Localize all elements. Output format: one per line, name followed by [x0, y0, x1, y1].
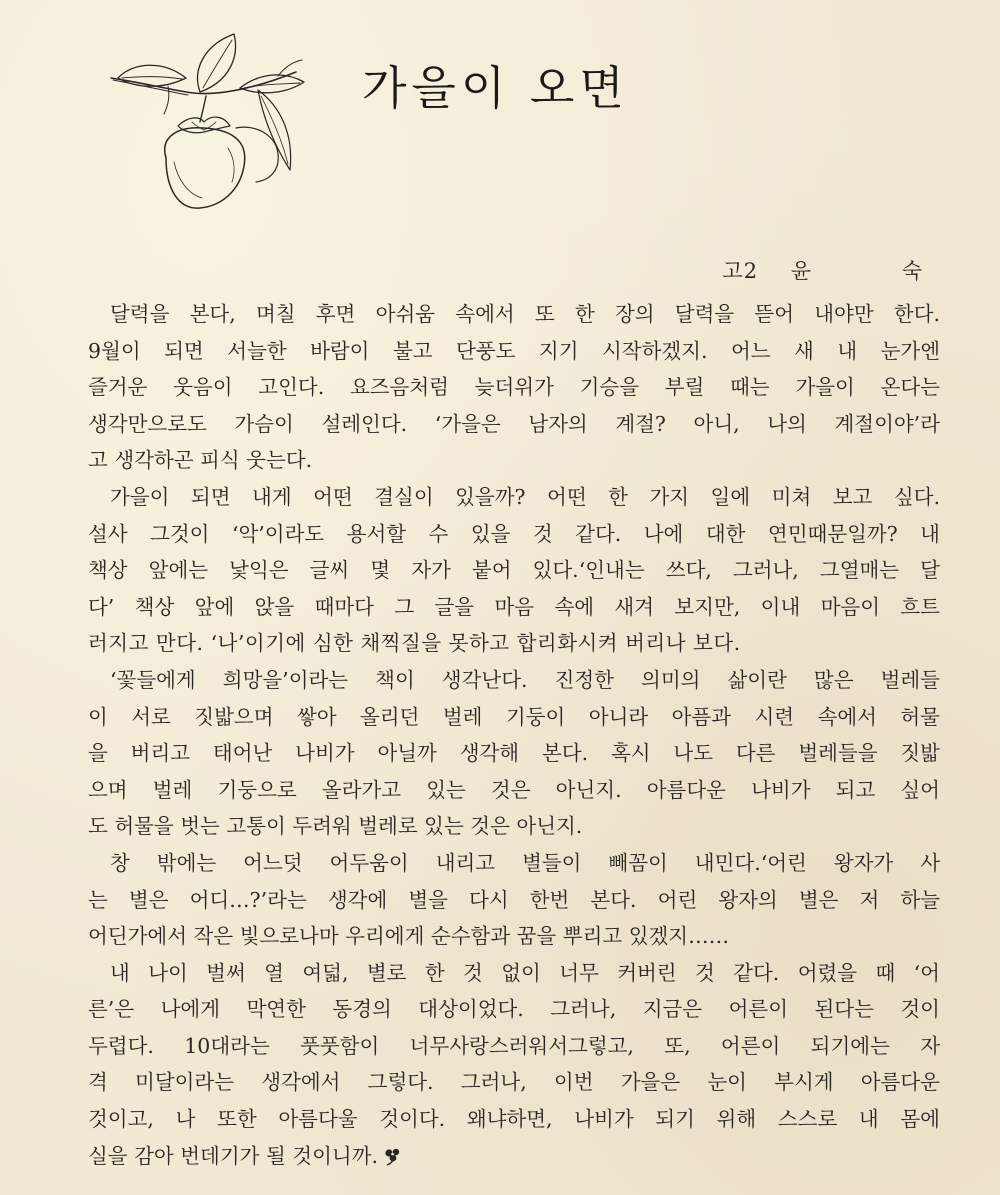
text-line: 달력을 본다, 며칠 후면 아쉬움 속에서 또 한 장의 달력을 뜯어 내야만 한다. — [110, 302, 940, 326]
byline — [722, 255, 964, 285]
author-name: 윤 숙 — [790, 259, 964, 283]
text-line: 설사 그것이 ‘악’이라도 용서할 수 있을 것 같다. 나에 대한 연민때문일까? 내 — [88, 521, 940, 546]
page-title: 가을이 오면 — [362, 61, 629, 115]
text-line: 창 밖에는 어느덧 어두움이 내리고 별들이 빼꼼이 내민다.‘어린 왕자가 사 — [110, 850, 940, 875]
text-line: 생각만으로도 가슴이 설레인다. ‘가을은 남자의 계절? 아니, 나의 계절이야’라 — [88, 411, 940, 436]
text-line: 가을이 되면 내게 어떤 결실이 있을까? 어떤 한 가지 일에 미쳐 보고 싶다. — [110, 484, 940, 509]
text-line: 다’ 책상 앞에 앉을 때마다 그 글을 마음 속에 새겨 보지만, 이내 마음이 흐트 — [88, 594, 940, 619]
text-line: 격 미달이라는 생각에서 그렇다. 그러나, 이번 가을은 눈이 부시게 아름다운 — [88, 1070, 940, 1095]
text-line: 9월이 되면 서늘한 바람이 불고 단풍도 지기 시작하겠지. 어느 새 내 눈가엔 — [88, 338, 940, 363]
text-line: 이 서로 짓밟으며 쌓아 올리던 벌레 기둥이 아니라 아픔과 시련 속에서 허물 — [88, 704, 940, 729]
text-line: 러지고 만다. ‘나’이기에 심한 채찍질을 못하고 합리화시켜 버리나 보다. — [88, 631, 741, 656]
final-text: 실을 감아 번데기가 될 것이니까. — [88, 1143, 379, 1168]
text-line: 것이고, 나 또한 아름다울 것이다. 왜냐하면, 나비가 되기 위해 스스로 내 몸에 — [88, 1107, 940, 1132]
text-line: 는 별은 어디…?’라는 생각에 별을 다시 한번 본다. 어린 왕자의 별은 저 하늘 — [88, 887, 940, 912]
essay-body — [88, 296, 940, 1174]
text-line: 책상 앞에는 낯익은 글씨 몇 자가 붙어 있다.‘인내는 쓰다, 그러나, 그열매는 달 — [88, 558, 940, 583]
text-line: 을 버리고 태어난 나비가 아닐까 생각해 본다. 혹시 나도 다른 벌레들을 짓밟 — [88, 741, 940, 766]
final-text-line — [88, 1138, 940, 1175]
author-grade: 고2 — [722, 259, 759, 283]
text-line: 내 나이 벌써 열 여덟, 별로 한 것 없이 너무 커버린 것 같다. 어렸을 때 ‘어 — [110, 960, 940, 985]
flower-ornament-icon — [382, 1146, 404, 1166]
text-line: 두렵다. 10대라는 풋풋함이 너무사랑스러워서그렇고, 또, 어른이 되기에는 자 — [88, 1033, 940, 1058]
text-line: 도 허물을 벗는 고통이 두려워 벌레로 있는 것은 아닌지. — [88, 814, 583, 839]
text-line: 즐거운 웃음이 고인다. 요즈음처럼 늦더위가 기승을 부릴 때는 가을이 온다는 — [88, 375, 940, 400]
persimmon-branch-illustration — [108, 30, 313, 220]
text-line: ‘꽃들에게 희망을’이라는 책이 생각난다. 진정한 의미의 삶이란 많은 벌레들 — [110, 667, 940, 692]
text-line: 어딘가에서 작은 빛으로나마 우리에게 순수함과 꿈을 뿌리고 있겠지…… — [88, 924, 730, 949]
text-line: 고 생각하곤 피식 웃는다. — [88, 448, 313, 473]
text-line: 으며 벌레 기둥으로 올라가고 있는 것은 아닌지. 아름다운 나비가 되고 싶어 — [88, 777, 940, 802]
text-line: 른’은 나에게 막연한 동경의 대상이었다. 그러나, 지금은 어른이 된다는 것이 — [88, 997, 940, 1022]
